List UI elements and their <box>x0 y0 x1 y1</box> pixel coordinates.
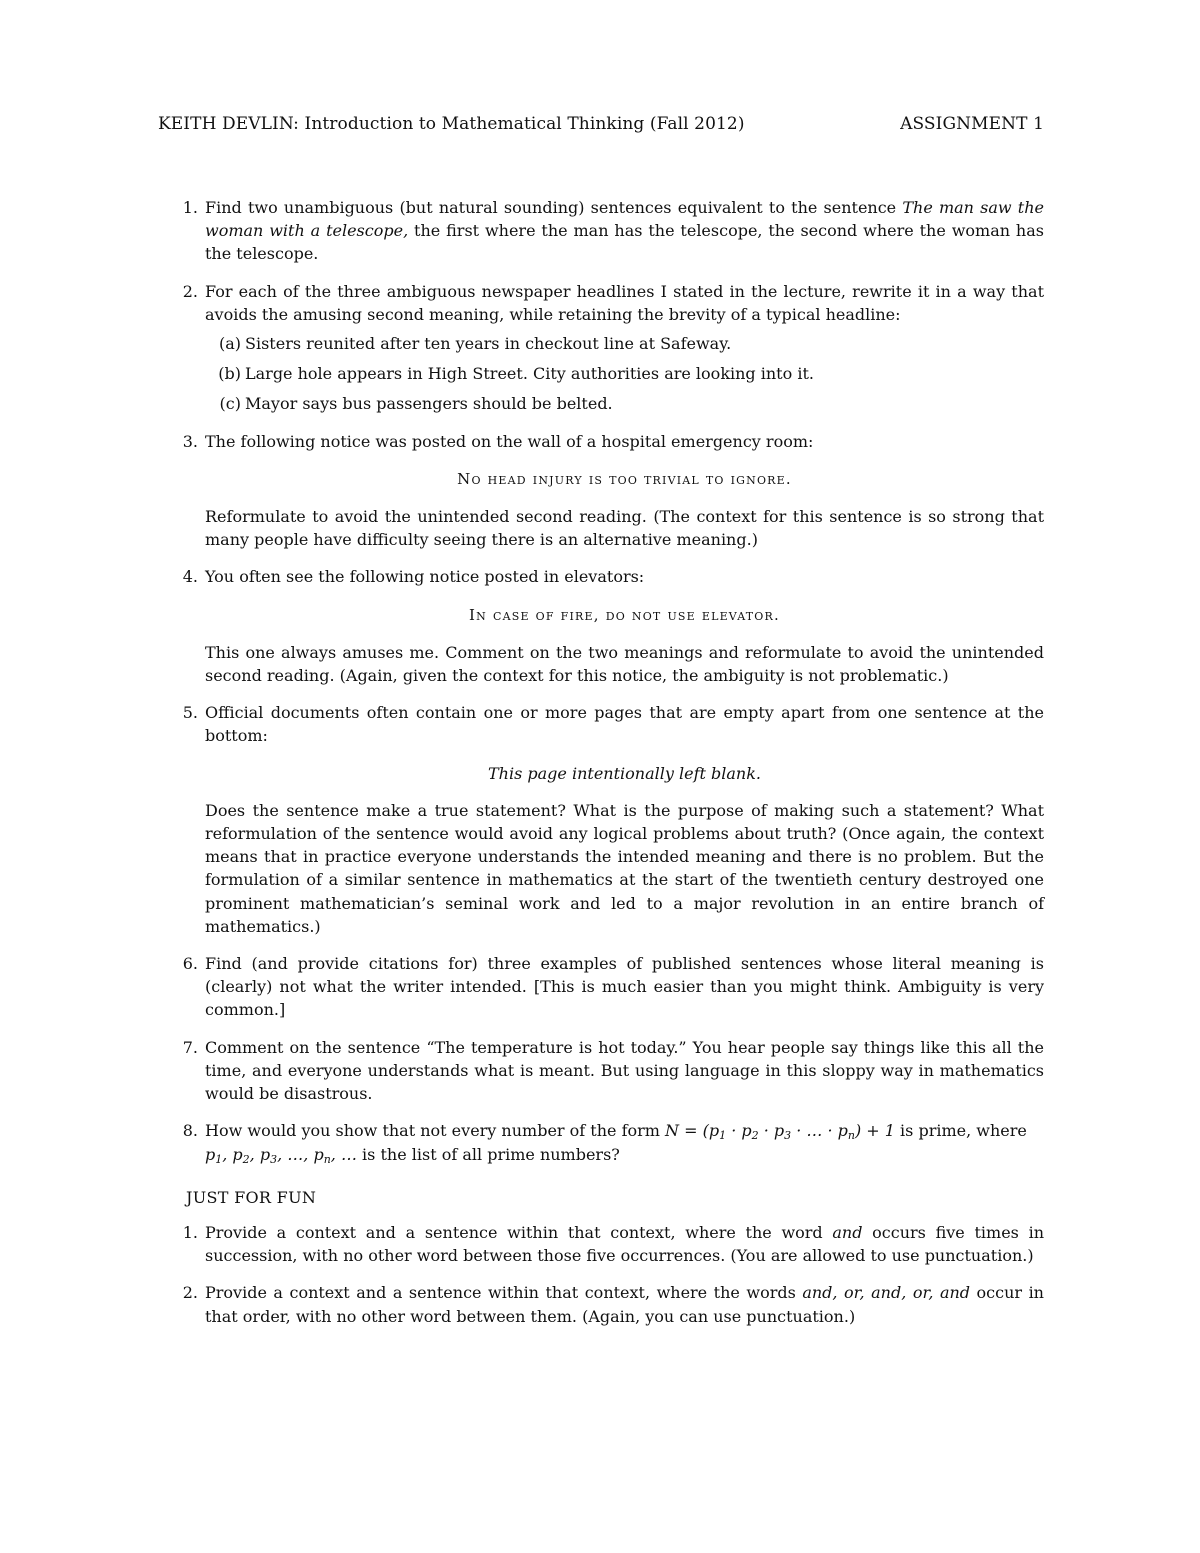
question-text: For each of the three ambiguous newspaper headlines I stated in the lecture, rewrite it in a way that avoids the amusing second meaning, while retaining the brevity of a typical headline: <box>205 281 1044 324</box>
question-2 <box>168 280 1044 416</box>
formula-part: · p <box>758 1121 785 1141</box>
question-number: 8. <box>182 1121 198 1141</box>
headline-b <box>205 362 1044 385</box>
sub-label: (b) <box>218 364 241 384</box>
italic-words: and, or, and, or, and <box>802 1283 971 1303</box>
subscript: n <box>847 1129 855 1143</box>
formula-part: , … <box>330 1144 357 1164</box>
header-course-title: KEITH DEVLIN: Introduction to Mathematical Thinking (Fall 2012) <box>158 114 745 134</box>
formula-part: N = (p <box>665 1121 720 1141</box>
question-intro: Official documents often contain one or more pages that are empty apart from one sentence at the bottom: <box>205 703 1044 746</box>
question-number: 2. <box>182 281 198 301</box>
subscript: n <box>323 1152 331 1166</box>
question-text: Comment on the sentence “The temperature is hot today.” You hear people say things like this all the time, and everyone understands what is meant. But using language in this sloppy way in mathematics would be disastrous. <box>205 1037 1044 1104</box>
subscript: 1 <box>719 1129 727 1143</box>
question-text: Reformulate to avoid the unintended second reading. (The context for this sentence is so strong that many people have difficulty seeing there is an alternative meaning.) <box>205 507 1044 550</box>
question-intro: You often see the following notice posted in elevators: <box>205 567 645 587</box>
sub-label: (a) <box>218 334 241 354</box>
question-number: 7. <box>182 1037 198 1057</box>
headline-c <box>205 392 1044 415</box>
assignment-body <box>168 196 1044 1342</box>
question-text: Find (and provide citations for) three examples of published sentences whose literal meaning is (clearly) not what the writer intended. [This is much easier than you might think. Ambiguity is very common.] <box>205 954 1044 1020</box>
question-5 <box>168 701 1044 938</box>
question-number: 3. <box>182 431 198 451</box>
question-text: Does the sentence make a true statement? What is the purpose of making such a statement? What reformulation of the sentence would avoid any logical problems about truth? (Once again, the context means that in practice everyone understands the intended meaning and there is no problem. But the formulation of a similar sentence in mathematics at the start of the twentieth century destroyed one prominent mathematician’s seminal work and led to a major revolution in an entire branch of mathematics.) <box>205 800 1044 936</box>
question-number: 2. <box>182 1283 198 1303</box>
text-part: Find two unambiguous (but natural sounding) sentences equivalent to the sentence <box>205 198 903 217</box>
just-for-fun-heading: JUST FOR FUN <box>186 1187 317 1207</box>
formula-part: p <box>205 1144 216 1164</box>
formula <box>665 1121 895 1143</box>
example-sentence: The man saw the woman with a telescope, <box>205 198 1044 241</box>
question-6 <box>168 952 1044 1022</box>
text-part: occur in that order, with no other word between them. (Again, you can use punctuation.) <box>205 1283 1044 1326</box>
blank-page-notice: This page intentionally left blank. <box>488 763 761 783</box>
fun-question-1 <box>168 1221 1044 1267</box>
formula-part: · p <box>726 1121 752 1141</box>
text-part: is prime, where <box>894 1121 1027 1141</box>
elevator-notice: In case of fire, do not use elevator. <box>469 605 780 624</box>
text-part: How would you show that not every number of the form <box>205 1121 666 1141</box>
text-part: is the list of all prime numbers? <box>356 1144 620 1164</box>
hospital-notice: No head injury is too trivial to ignore. <box>457 469 792 488</box>
page-header <box>158 114 1044 134</box>
italic-word: and <box>832 1222 863 1242</box>
question-3 <box>168 430 1044 552</box>
fun-question-2 <box>168 1281 1044 1327</box>
question-text <box>205 1221 1044 1267</box>
text-part: Provide a context and a sentence within that context, where the words <box>205 1283 803 1303</box>
question-7 <box>168 1036 1044 1106</box>
prime-list <box>205 1145 357 1164</box>
question-8 <box>168 1119 1044 1165</box>
formula-part: , p <box>222 1144 243 1164</box>
formula-part: , …, p <box>277 1144 324 1164</box>
formula-part: , p <box>249 1144 271 1164</box>
sub-label: (c) <box>219 394 241 414</box>
sub-text: Large hole appears in High Street. City authorities are looking into it. <box>245 364 814 384</box>
text-part: Provide a context and a sentence within that context, where the word <box>205 1222 833 1242</box>
sub-text: Mayor says bus passengers should be belted. <box>245 394 613 414</box>
question-4 <box>168 565 1044 687</box>
formula-part: ) + 1 <box>854 1121 895 1141</box>
question-number: 1. <box>182 1222 198 1242</box>
subscript: 2 <box>242 1152 250 1166</box>
sub-text: Sisters reunited after ten years in checkout line at Safeway. <box>245 334 732 354</box>
subscript: 3 <box>270 1152 278 1166</box>
question-number: 1. <box>182 198 198 217</box>
text-part: occurs five times in succession, with no other word between those five occurrences. (You are allowed to use punctuation.) <box>205 1222 1044 1266</box>
header-assignment-label: ASSIGNMENT 1 <box>900 114 1044 134</box>
subscript: 2 <box>751 1129 759 1143</box>
headline-a <box>205 332 1044 355</box>
question-text <box>205 1281 1044 1327</box>
question-text: This one always amuses me. Comment on the two meanings and reformulate to avoid the unintended second reading. (Again, given the context for this notice, the ambiguity is not problematic.) <box>205 642 1044 686</box>
question-1 <box>168 196 1044 266</box>
question-text <box>205 1119 1044 1165</box>
question-intro: The following notice was posted on the wall of a hospital emergency room: <box>205 431 814 451</box>
question-text <box>205 196 1044 266</box>
subscript: 1 <box>215 1152 223 1166</box>
text-part: the first where the man has the telescope, the second where the woman has the telescope. <box>205 221 1044 264</box>
formula-part: · … · p <box>791 1121 848 1141</box>
subscript: 3 <box>784 1129 792 1143</box>
question-number: 6. <box>182 954 198 974</box>
question-number: 4. <box>182 567 198 587</box>
question-number: 5. <box>182 703 198 723</box>
